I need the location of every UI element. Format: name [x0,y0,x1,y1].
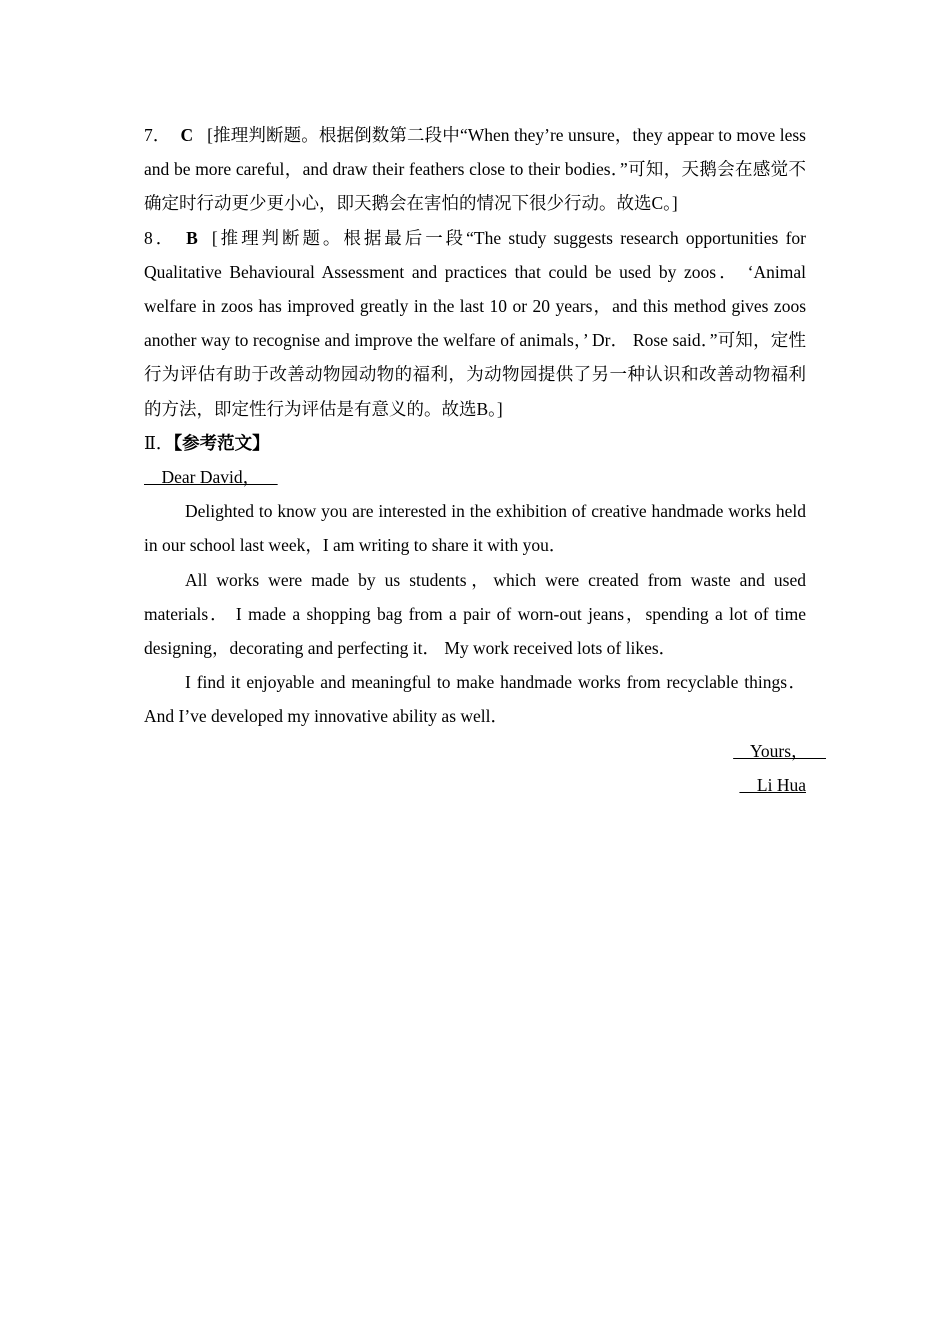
answer-explanation: [推理判断题。根据最后一段“The study suggests research opportunities for Qualitative Behavioural Assessment and practices that could be used by zoos． ‘Animal welfare in zoos has improved greatly in the last 10 or 20 years，and this method gives zoos another way to recognise and improve the welfare of animals，’ Dr． Rose said．”可知，定性行为评估有助于改善动物园动物的福利，为动物园提供了另一种认识和改善动物福利的方法，即定性行为评估是有意义的。故选B。] [144,227,807,419]
answer-letter: C [180,125,194,145]
section-title: 【参考范文】 [173,432,270,453]
letter-paragraph: All works were made by us students，which were created from waste and used materials． I made a shopping bag from a pair of worn-out jeans，spending a lot of time designing，decorating and perfecting it． My work received lots of likes． [144,569,806,659]
question-number: 8． [144,227,177,248]
answer-item-7 [144,118,806,221]
letter-closing: Yours， [733,740,826,761]
letter-salutation: Dear David， [144,467,278,488]
letter-signature: Li Hua [739,774,806,795]
answer-explanation: [推理判断题。根据倒数第二段中“When they’re unsure，they appear to move less and be more careful，and draw their feathers close to their bodies．”可知，天鹅会在感觉不确定时行动更少更小心，即天鹅会在害怕的情况下很少行动。故选C。] [144,125,806,214]
section-number: Ⅱ． [144,432,174,453]
answer-item-8 [144,221,806,426]
question-number: 7． [144,125,171,145]
section-heading [144,426,806,460]
letter-paragraph: I find it enjoyable and meaningful to make handmade works from recyclable things． And I’ve developed my innovative ability as well． [144,672,806,727]
answer-letter: B [186,227,198,248]
letter-paragraph: Delighted to know you are interested in the exhibition of creative handmade works held in our school last week，I am writing to share it with you． [144,501,806,556]
document-page [144,118,826,802]
